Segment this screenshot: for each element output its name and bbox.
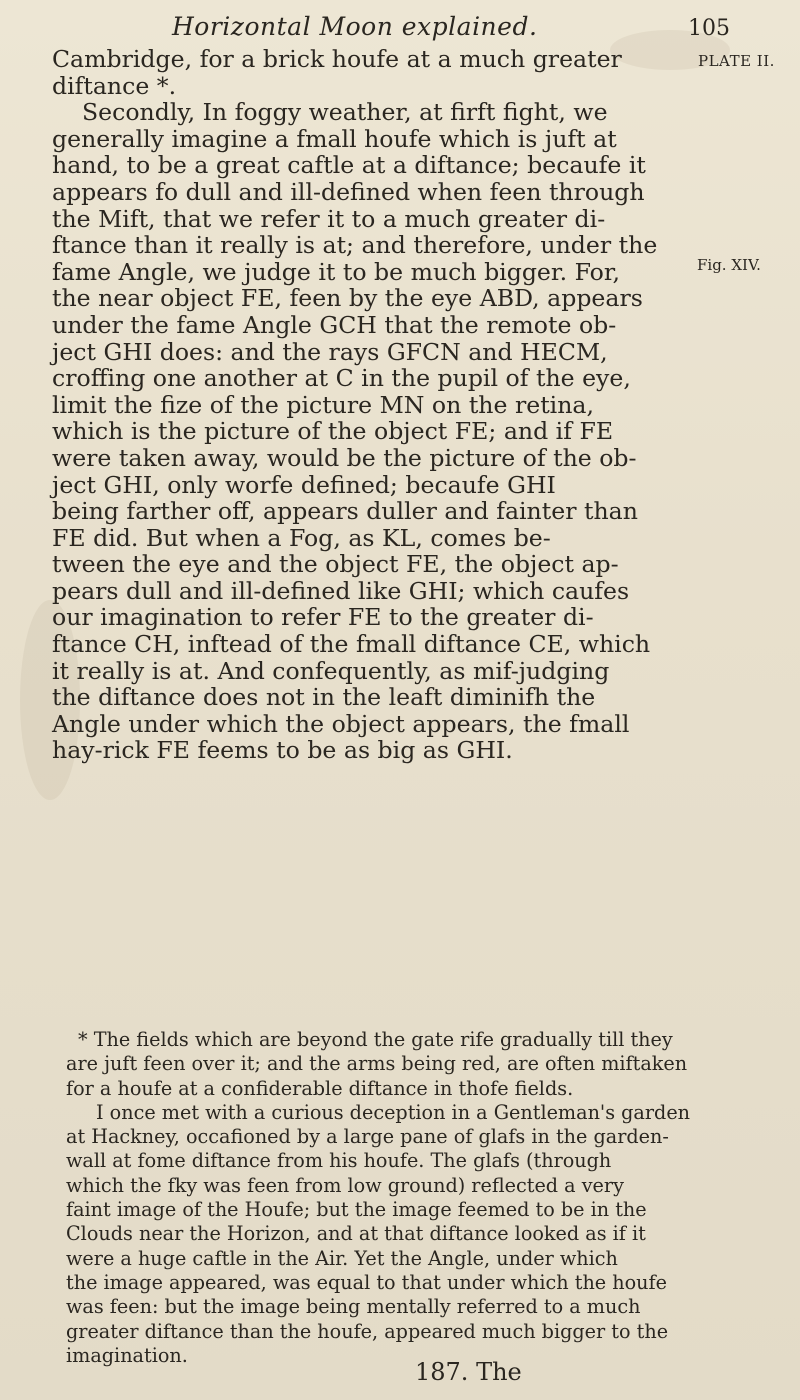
footnote-line: faint image of the Houfe; but the image feemed to be in the [66,1198,647,1222]
text-line: ject GHI, only worfe defined; becaufe GHI [52,470,556,499]
text-line: FE did. But when a Fog, as KL, comes be- [52,523,551,552]
text-line: the diftance does not in the leaft diminifh the [52,683,596,712]
text-line: hay-rick FE feems to be as big as GHI. [52,736,513,765]
text-line: generally imagine a fmall houfe which is juft at [52,124,617,153]
footnote-line: for a houfe at a confiderable diftance in thofe fields. [66,1076,574,1100]
text-line: ftance than it really is at; and therefore, under the [52,231,658,260]
footnote-line: were a huge caftle in the Air. Yet the Angle, under which [66,1246,618,1270]
footnote-line: greater diftance than the houfe, appeared much bigger to the [66,1319,669,1343]
text-line: appears fo dull and ill-defined when feen through [52,177,645,206]
text-line: hand, to be a great caftle at a diftance; becaufe it [52,151,646,180]
footnote-line: the image appeared, was equal to that under which the houfe [66,1270,667,1294]
text-line: diftance *. [52,71,177,100]
footnote-line: * The fields which are beyond the gate rife gradually till they [78,1028,673,1051]
footnote-line: at Hackney, occafioned by a large pane of glafs in the garden- [66,1125,669,1149]
footnote [66,1028,706,1368]
footnote-line: was feen: but the image being mentally referred to a much [66,1295,641,1319]
text-line: Angle under which the object appears, the fmall [52,709,630,738]
text-line: limit the fize of the picture MN on the retina, [52,390,594,419]
text-line: tween the eye and the object FE, the object ap- [52,550,619,579]
text-line: ftance CH, inftead of the fmall diftance CE, which [52,630,651,659]
footnote-line: wall at fome diftance from his houfe. The glafs (through [66,1149,612,1173]
text-line: ject GHI does: and the rays GFCN and HECM, [52,337,608,366]
text-line: were taken away, would be the picture of the ob- [52,443,637,472]
text-line: fame Angle, we judge it to be much bigger. For, [52,257,621,286]
running-head-title: Horizontal Moon explained. [172,12,538,41]
text-line: the near object FE, feen by the eye ABD, appears [52,284,643,313]
footnote-line: are juft feen over it; and the arms being red, are often miftaken [66,1052,688,1076]
footnote-line: imagination. [66,1343,188,1367]
figure-reference: Fig. XIV. [697,256,761,274]
text-line: our imagination to refer FE to the greater di- [52,603,594,632]
text-line: croffing one another at C in the pupil of the eye, [52,364,631,393]
main-text [52,46,692,764]
text-line: which is the picture of the object FE; and if FE [52,417,614,446]
text-line: Secondly, In foggy weather, at firft fight, we [82,98,608,127]
text-line: Cambridge, for a brick houfe at a much greater [52,45,622,73]
footnote-line: I once met with a curious deception in a Gentleman's garden [96,1100,691,1124]
text-line: under the fame Angle GCH that the remote ob- [52,310,617,339]
plate-reference: PLATE II. [698,52,775,70]
footnote-line: Clouds near the Horizon, and at that diftance looked as if it [66,1222,646,1246]
text-line: the Mift, that we refer it to a much greater di- [52,204,606,233]
footnote-line: which the fky was feen from low ground) reflected a very [66,1173,624,1197]
text-line: pears dull and ill-defined like GHI; which caufes [52,576,630,605]
text-line: being farther off, appears duller and fainter than [52,497,638,526]
text-line: it really is at. And confequently, as mif-judging [52,656,610,685]
page-number: 105 [688,16,730,41]
catchword: 187. The [415,1358,522,1386]
